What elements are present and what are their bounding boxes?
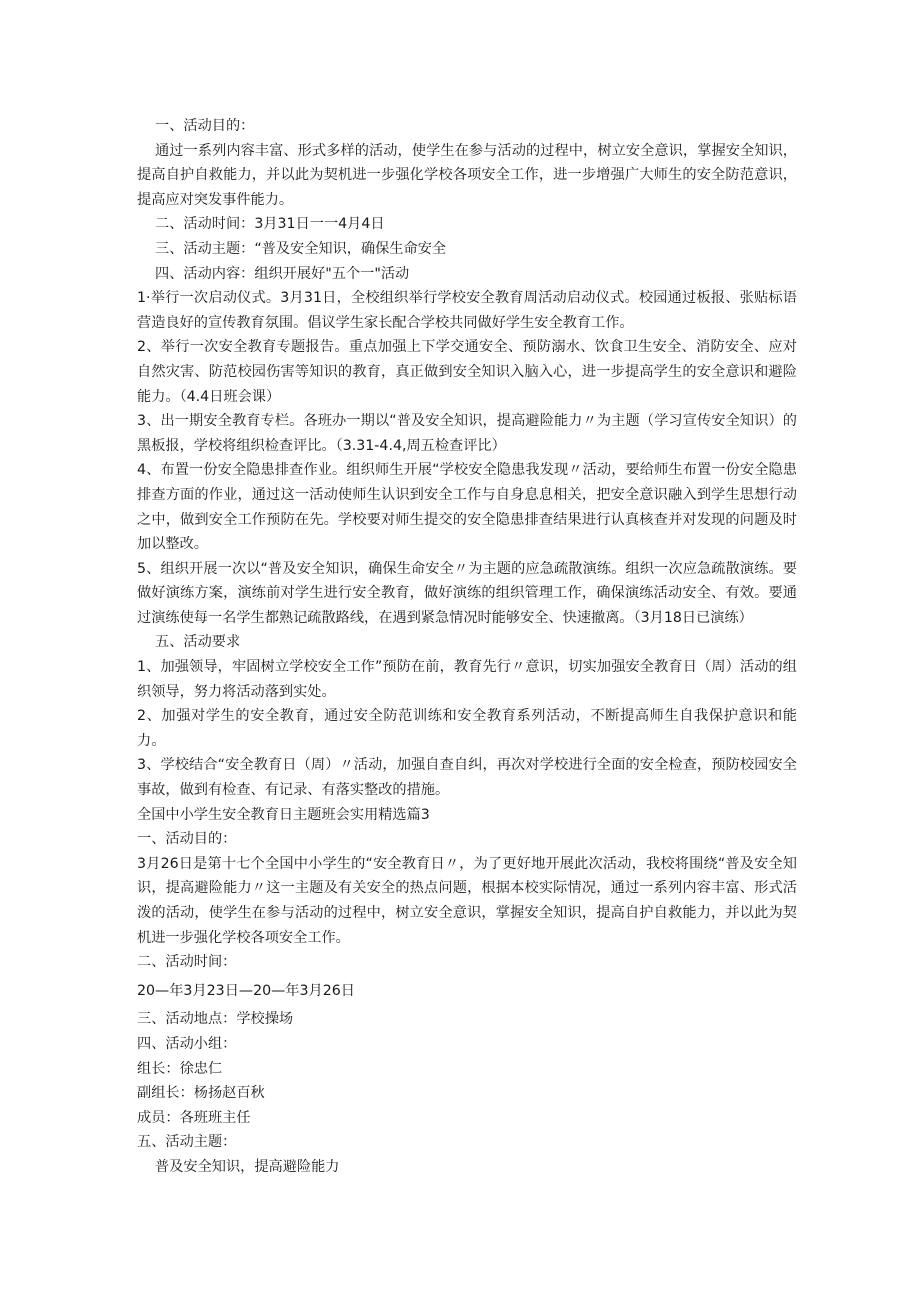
date-range: 20—年3月23日—20—年3月26日 [137, 982, 355, 999]
paragraph-purpose-2: 3月26日是第十七个全国中小学生的“安全教育日〃，为了更好地开展此次活动，我校将围绕“普及安全知识，提高避险能力〃这一主题及有关安全的热点问题，根据本校实际情况，通过一系列内容丰富、形式活泼的活动，使学生在参与活动的过程中，树立安全意识，掌握安全知识，提高自护自救能力，并以此为契机进一步强化学校各项安全工作。 [137, 855, 797, 946]
section-heading-group: 四、活动小组： [137, 1035, 237, 1052]
section-heading-theme-2: 五、活动主题： [137, 1134, 237, 1151]
section-heading-content: 四、活动内容：组织开展好"五个一"活动 [155, 265, 410, 282]
section-heading-time: 二、活动时间：3月31日一一4月4日 [155, 216, 385, 233]
list-item-4: 4、布置一份安全隐患排查作业。组织师生开展“学校安全隐患我发现〃活动，要给师生布置一份安全隐患排查方面的作业，通过这一活动使师生认识到安全工作与自身息息相关，把安全意识融入到学生思想行动之中，做到安全工作预防在先。学校要对师生提交的安全隐患排查结果进行认真核查并对发现的问题及时加以整改。 [137, 462, 797, 553]
section-heading-purpose: 一、活动目的： [155, 118, 255, 134]
requirement-item-3: 3、学校结合“安全教育日（周）〃活动，加强自查自纠，再次对学校进行全面的安全检查，预防校园安全事故，做到有检查、有记录、有落实整改的措施。 [137, 757, 797, 799]
section-heading-theme: 三、活动主题：“普及安全知识，确保生命安全 [155, 240, 447, 257]
requirement-item-1: 1、加强领导，牢固树立学校安全工作”预防在前，教育先行〃意识，切实加强安全教育日（周）活动的组织领导，努力将活动落到实处。 [137, 659, 797, 700]
theme-text: 普及安全知识，提高避险能力 [155, 1158, 340, 1175]
list-item-2: 2、举行一次安全教育专题报告。重点加强上下学交通安全、预防溺水、饮食卫生安全、消防安全、应对自然灾害、防范校园伤害等知识的教育，真正做到安全知识入脑入心，进一步提高学生的安全意识和避险能力。（4.4日班会课） [137, 339, 797, 405]
article-title: 全国中小学生安全教育日主题班会实用精选篇3 [137, 806, 430, 823]
section-heading-location: 三、活动地点：学校操场 [137, 1011, 294, 1028]
section-heading-time-2: 二、活动时间： [137, 954, 237, 971]
document-page [137, 114, 797, 1180]
list-item-1: 1·举行一次启动仪式。3月31日，全校组织举行学校安全教育周活动启动仪式。校园通过板报、张贴标语营造良好的宣传教育氛围。倡议学生家长配合学校共同做好学生安全教育工作。 [137, 290, 797, 331]
group-members: 成员：各班班主任 [137, 1109, 251, 1126]
requirement-item-2: 2、加强对学生的安全教育，通过安全防范训练和安全教育系列活动，不断提高师生自我保护意识和能力。 [137, 708, 797, 749]
section-heading-requirements: 五、活动要求 [155, 634, 241, 651]
paragraph-purpose: 通过一系列内容丰富、形式多样的活动，使学生在参与活动的过程中，树立安全意识，掌握安全知识，提高自护自救能力，并以此为契机进一步强化学校各项安全工作，进一步增强广大师生的安全防范意识，提高应对突发事件能力。 [137, 142, 797, 208]
section-heading-purpose-2: 一、活动目的： [137, 831, 237, 848]
group-leader: 组长：徐忠仁 [137, 1060, 223, 1077]
list-item-3: 3、出一期安全教育专栏。各班办一期以“普及安全知识，提高避险能力〃为主题（学习宣传安全知识）的黑板报，学校将组织检查评比。（3.31-4.4,周五检查评比） [137, 413, 797, 454]
list-item-5: 5、组织开展一次以“普及安全知识，确保生命安全〃为主题的应急疏散演练。组织一次应急疏散演练。要做好演练方案，演练前对学生进行安全教育，做好演练的组织管理工作，确保演练活动安全、有效。要通过演练使每一名学生都熟记疏散路线，在遇到紧急情况时能够安全、快速撤离。（3月18日已演练） [137, 560, 797, 626]
group-deputy-leader: 副组长：杨扬赵百秋 [137, 1085, 265, 1102]
